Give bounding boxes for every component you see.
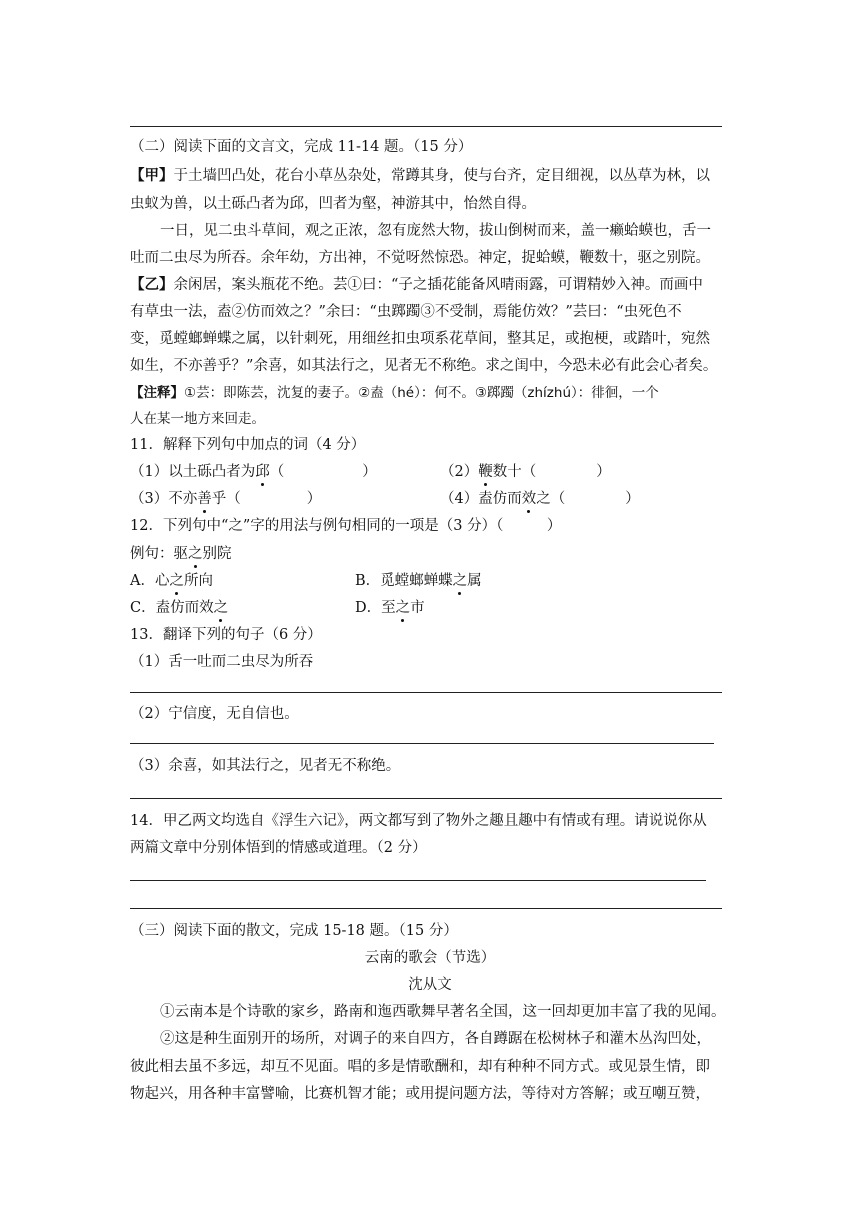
annotation-tag: 【注释】 bbox=[130, 385, 184, 401]
q12-option-c[interactable]: C．盍仿而效之 bbox=[130, 600, 229, 616]
dotted-word: 鞭 bbox=[478, 464, 493, 480]
passage-yi-line-4: 如生，不亦善乎？”余喜，如其法行之，见者无不称绝。求之闺中，今恐未必有此会心者矣。 bbox=[130, 358, 718, 374]
essay-paragraph-2-line-2: 彼此相去虽不多远，却互不见面。唱的多是情歌酬和，却有种种不同方式。或见景生情，即 bbox=[130, 1059, 710, 1075]
q11-item-4: （4）盍仿而效之（ ） bbox=[440, 491, 640, 507]
dotted-word: 之 bbox=[213, 600, 229, 616]
passage-yi-line-1: 【乙】余闲居，案头瓶花不绝。芸①曰：“子之插花能备风晴雨露，可谓精妙入神。而画中 bbox=[130, 276, 703, 293]
dotted-word: 之 bbox=[188, 546, 203, 562]
dotted-word: 之 bbox=[452, 573, 468, 589]
passage-jia-line-1: 【甲】于土墙凹凸处，花台小草丛杂处，常蹲其身，使与台齐，定目细视，以丛草为林，以 bbox=[130, 167, 710, 184]
jia-tag: 【甲】 bbox=[130, 167, 174, 184]
dotted-word: 善 bbox=[197, 491, 212, 507]
q12-option-b[interactable]: B．觅螳螂蝉蝶之属 bbox=[355, 573, 482, 589]
answer-line[interactable] bbox=[130, 908, 722, 909]
q11-item-3: （3）不亦善乎（ ） bbox=[130, 491, 322, 507]
q13-stem: 13．翻译下列的句子（6 分） bbox=[130, 627, 322, 643]
q11-item-2: （2）鞭数十（ ） bbox=[440, 464, 611, 480]
dotted-word: 之 bbox=[169, 573, 184, 589]
passage-jia-line-3: 一日，见二虫斗草间，观之正浓，忽有庞然大物，拔山倒树而来，盖一癞蛤蟆也，舌一 bbox=[160, 223, 711, 239]
passage-yi-line-2: 有草虫一法，盍②仿而效之？”余曰：“虫踯躅③不受制，焉能仿效？”芸曰：“虫死色不 bbox=[130, 304, 682, 320]
yi-tag: 【乙】 bbox=[130, 276, 174, 293]
top-rule bbox=[130, 126, 722, 127]
answer-line[interactable] bbox=[130, 743, 714, 744]
annotation-line-1: 【注释】①芸：即陈芸，沈复的妻子。②盍（hé）：何不。③踯躅（zhízhú）：徘徊，一个 bbox=[130, 385, 659, 401]
q13-sentence-3: （3）余喜，如其法行之，见者无不称绝。 bbox=[130, 758, 401, 774]
annotation-line-2: 人在某一地方来回走。 bbox=[130, 411, 265, 427]
q13-sentence-1: （1）舌一吐而二虫尽为所吞 bbox=[130, 654, 314, 670]
essay-paragraph-2-line-3: 物起兴，用各种丰富譬喻，比赛机智才能；或用提问题方法，等待对方答解；或互嘲互赞， bbox=[130, 1086, 710, 1102]
passage-jia-line-2: 虫蚁为兽，以土砾凸者为邱，凹者为壑，神游其中，怡然自得。 bbox=[130, 196, 536, 212]
q11-stem: 11．解释下列句中加点的词（4 分） bbox=[130, 437, 366, 453]
answer-line[interactable] bbox=[130, 880, 706, 881]
q14-line-1: 14．甲乙两文均选自《浮生六记》，两文都写到了物外之趣且趣中有情或有理。请说说你从 bbox=[130, 813, 707, 829]
passage-yi-line-3: 变，觅螳螂蝉蝶之属，以针刺死，用细丝扣虫项系花草间，整其足，或抱梗，或踏叶，宛然 bbox=[130, 331, 710, 347]
section3-heading: （三）阅读下面的散文，完成 15-18 题。（15 分） bbox=[130, 923, 458, 939]
q13-sentence-2: （2）宁信度，无自信也。 bbox=[130, 706, 299, 722]
q12-option-d[interactable]: D．至之市 bbox=[355, 600, 425, 616]
essay-title: 云南的歌会（节选） bbox=[364, 950, 496, 966]
q14-line-2: 两篇文章中分别体悟到的情感或道理。（2 分） bbox=[130, 840, 427, 856]
dotted-word: 效 bbox=[521, 491, 537, 507]
essay-author: 沈从文 bbox=[408, 977, 452, 993]
answer-line[interactable] bbox=[130, 798, 722, 799]
passage-jia-line-4: 吐而二虫尽为所吞。余年幼，方出神，不觉呀然惊恐。神定，捉蛤蟆，鞭数十，驱之别院。 bbox=[130, 250, 710, 266]
q12-option-a[interactable]: A．心之所向 bbox=[130, 573, 213, 589]
q12-example: 例句：驱之别院 bbox=[130, 546, 232, 562]
dotted-word: 之 bbox=[395, 600, 411, 616]
essay-paragraph-2-line-1: ②这是种生面别开的场所，对调子的来自四方，各自蹲踞在松树林子和灌木丛沟凹处， bbox=[160, 1031, 711, 1047]
essay-paragraph-1: ①云南本是个诗歌的家乡，路南和迤西歌舞早著名全国，这一回却更加丰富了我的见闻。 bbox=[160, 1004, 726, 1020]
dotted-word: 邱 bbox=[255, 464, 270, 480]
q11-item-1: （1）以土砾凸者为邱（ ） bbox=[130, 464, 377, 480]
section2-heading: （二）阅读下面的文言文，完成 11-14 题。（15 分） bbox=[130, 139, 473, 155]
answer-line[interactable] bbox=[130, 692, 722, 693]
q12-stem: 12．下列句中“之”字的用法与例句相同的一项是（3 分）（ ） bbox=[130, 518, 562, 534]
